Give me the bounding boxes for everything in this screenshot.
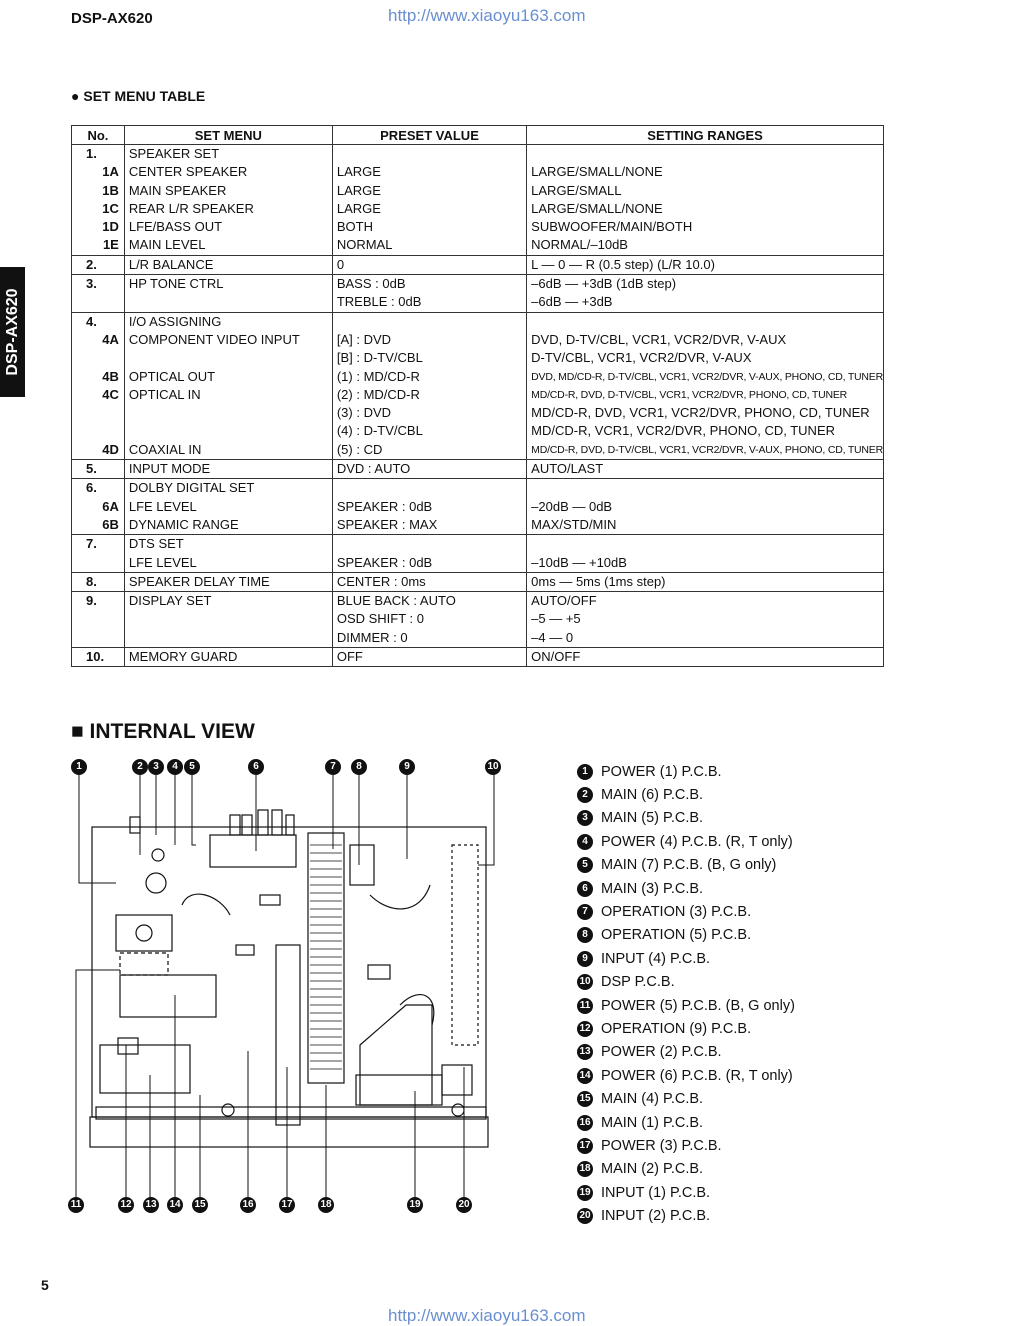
cell-line-no: 3.: [86, 276, 97, 292]
cell-line-range: SUBWOOFER/MAIN/BOTH: [531, 219, 693, 235]
legend-label: MAIN (5) P.C.B.: [601, 810, 704, 827]
legend-item: [577, 1204, 795, 1227]
cell-preset: [332, 145, 526, 256]
cell-line-preset: NORMAL: [336, 237, 393, 253]
cell-line-menu: REAR L/R SPEAKER: [128, 200, 254, 216]
cell-range: [527, 460, 884, 479]
cell-line-range: –10dB — +10dB: [531, 554, 627, 570]
legend-item: [577, 1064, 795, 1087]
legend-item: [577, 1087, 795, 1110]
cell-menu: [124, 460, 332, 479]
cell-line-menu: COAXIAL IN: [128, 441, 202, 457]
column-header-preset-value: PRESET VALUE: [332, 126, 526, 145]
cell-line-menu: HP TONE CTRL: [128, 276, 224, 292]
cell-no: [72, 312, 125, 459]
table-row: [72, 479, 884, 535]
bullet-icon: ●: [71, 88, 84, 104]
cell-range: [527, 479, 884, 535]
legend-item: [577, 783, 795, 806]
cell-line-range: LARGE/SMALL: [531, 182, 622, 198]
cell-preset: [332, 572, 526, 591]
number-badge: 19: [577, 1185, 593, 1201]
cell-range: [527, 592, 884, 648]
cell-line-range: [531, 145, 883, 163]
legend-item: [577, 1017, 795, 1040]
cell-line-no: 1B: [102, 182, 119, 198]
number-badge: 11: [577, 998, 593, 1014]
table-row: [72, 535, 884, 573]
callout-badge: 3: [148, 759, 164, 775]
legend-item: [577, 807, 795, 830]
table-row: [72, 312, 884, 459]
cell-line-preset: [337, 313, 526, 331]
cell-line-no: 4C: [102, 386, 119, 402]
cell-menu: [124, 255, 332, 274]
cell-line-menu: LFE/BASS OUT: [128, 219, 223, 235]
cell-line-no: 1D: [102, 219, 119, 235]
cell-line-no: 6A: [102, 498, 119, 514]
number-badge: 3: [577, 810, 593, 826]
cell-menu: [124, 535, 332, 573]
cell-line-menu: [129, 629, 332, 647]
number-badge: 14: [577, 1068, 593, 1084]
legend-label: INPUT (2) P.C.B.: [601, 1208, 711, 1225]
legend-item: [577, 1134, 795, 1157]
number-badge: 20: [577, 1208, 593, 1224]
callout-badge: 1: [71, 759, 87, 775]
cell-line-menu: SPEAKER SET: [128, 146, 220, 161]
callout-badge: 8: [351, 759, 367, 775]
legend-label: POWER (6) P.C.B. (R, T only): [601, 1067, 793, 1084]
number-badge: 16: [577, 1115, 593, 1131]
cell-no: [72, 592, 125, 648]
table-row: [72, 572, 884, 591]
cell-line-range: –4 — 0: [531, 629, 574, 645]
cell-line-preset: OFF: [336, 649, 363, 665]
cell-line-menu: [129, 422, 332, 440]
legend-label: INPUT (1) P.C.B.: [601, 1184, 711, 1201]
table-row: [72, 592, 884, 648]
column-header-no: No.: [72, 126, 125, 145]
callout-badge: 5: [184, 759, 200, 775]
cell-line-menu: [129, 610, 332, 628]
cell-line-preset: [337, 145, 526, 163]
legend-label: OPERATION (3) P.C.B.: [601, 904, 752, 921]
cell-no: [72, 255, 125, 274]
cell-line-no: [72, 629, 119, 647]
cell-line-range: –20dB — 0dB: [531, 498, 613, 514]
cell-line-preset: CENTER : 0ms: [336, 573, 426, 589]
cell-line-no: [72, 554, 119, 572]
cell-line-menu: DTS SET: [128, 536, 184, 552]
cell-line-no: [72, 349, 119, 367]
cell-line-preset: [337, 479, 526, 497]
callout-badge: 13: [143, 1197, 159, 1213]
callout-badge: 7: [325, 759, 341, 775]
cell-line-menu: [129, 349, 332, 367]
cell-line-menu: L/R BALANCE: [128, 256, 214, 272]
internal-view-diagram: [60, 755, 520, 1225]
cell-range: [527, 535, 884, 573]
cell-line-no: 1.: [86, 146, 97, 161]
cell-line-range: LARGE/SMALL/NONE: [531, 200, 663, 216]
callout-badge: 19: [407, 1197, 423, 1213]
legend-item: [577, 924, 795, 947]
cell-line-range: MD/CD-R, VCR1, VCR2/DVR, PHONO, CD, TUNER: [531, 423, 835, 439]
cell-line-menu: MAIN SPEAKER: [128, 182, 227, 198]
cell-preset: [332, 479, 526, 535]
operation-board-5: [350, 845, 374, 885]
legend-item: [577, 1111, 795, 1134]
cell-line-preset: (4) : D-TV/CBL: [336, 423, 423, 439]
legend-item: [577, 854, 795, 877]
main-board-vertical: [276, 945, 300, 1125]
cell-line-preset: (2) : MD/CD-R: [336, 386, 420, 402]
cell-line-range: D-TV/CBL, VCR1, VCR2/DVR, V-AUX: [531, 350, 752, 366]
cell-line-preset: TREBLE : 0dB: [336, 294, 422, 310]
cell-line-preset: (5) : CD: [336, 441, 383, 457]
cell-line-menu: [129, 293, 332, 311]
rear-jack-board: [210, 835, 296, 867]
cell-line-menu: [129, 404, 332, 422]
cell-line-preset: [B] : D-TV/CBL: [336, 350, 423, 366]
number-badge: 1: [577, 764, 593, 780]
power-board-lower: [100, 1045, 190, 1093]
dsp-board: [452, 845, 478, 1045]
footer-url[interactable]: http://www.xiaoyu163.com: [388, 1306, 586, 1325]
callout-badge: 16: [240, 1197, 256, 1213]
cell-line-menu: CENTER SPEAKER: [128, 164, 248, 180]
legend-label: INPUT (4) P.C.B.: [601, 950, 711, 967]
internal-view-title: INTERNAL VIEW: [89, 720, 255, 743]
legend-item: [577, 760, 795, 783]
number-badge: 7: [577, 904, 593, 920]
callout-badge: 17: [279, 1197, 295, 1213]
legend-label: OPERATION (5) P.C.B.: [601, 927, 752, 944]
cell-preset: [332, 312, 526, 459]
callout-badge: 12: [118, 1197, 134, 1213]
legend-label: POWER (4) P.C.B. (R, T only): [601, 833, 793, 850]
parts-legend: [577, 760, 795, 1228]
cell-line-range: [531, 479, 883, 497]
cell-no: [72, 460, 125, 479]
cell-menu: [124, 572, 332, 591]
cell-no: [72, 275, 125, 313]
cell-line-preset: [A] : DVD: [336, 331, 392, 347]
cell-line-menu: INPUT MODE: [128, 461, 211, 477]
cell-range: [527, 275, 884, 313]
cell-line-no: 4A: [102, 331, 119, 347]
number-badge: 8: [577, 927, 593, 943]
cell-line-no: 4B: [102, 368, 119, 384]
cell-menu: [124, 312, 332, 459]
table-row: [72, 648, 884, 667]
legend-label: MAIN (4) P.C.B.: [601, 1091, 704, 1108]
legend-item: [577, 1181, 795, 1204]
cell-line-range: –6dB — +3dB: [531, 294, 613, 310]
legend-label: POWER (1) P.C.B.: [601, 763, 722, 780]
cell-line-menu: LFE LEVEL: [128, 498, 197, 514]
cell-no: [72, 535, 125, 573]
set-menu-title: SET MENU TABLE: [83, 88, 206, 104]
cell-menu: [124, 275, 332, 313]
side-tab-label: DSP-AX620: [3, 288, 21, 376]
cell-line-range: MD/CD-R, DVD, VCR1, VCR2/DVR, PHONO, CD, TUNER: [531, 405, 870, 421]
legend-label: OPERATION (9) P.C.B.: [601, 1020, 752, 1037]
column-header-setting-ranges: SETTING RANGES: [527, 126, 884, 145]
number-badge: 6: [577, 881, 593, 897]
legend-label: MAIN (2) P.C.B.: [601, 1161, 704, 1178]
legend-item: [577, 971, 795, 994]
callout-badge: 14: [167, 1197, 183, 1213]
cell-no: [72, 648, 125, 667]
callout-badge: 15: [192, 1197, 208, 1213]
cell-line-menu: MAIN LEVEL: [128, 237, 206, 253]
document-model: DSP-AX620: [71, 10, 153, 27]
legend-item: [577, 830, 795, 853]
cell-line-range: MD/CD-R, DVD, D-TV/CBL, VCR1, VCR2/DVR, V-AUX, PHONO, CD, TUNER: [531, 443, 883, 456]
cell-line-range: MD/CD-R, DVD, D-TV/CBL, VCR1, VCR2/DVR, PHONO, CD, TUNER: [531, 388, 848, 401]
cell-line-no: [72, 610, 119, 628]
cell-line-menu: MEMORY GUARD: [128, 649, 238, 665]
callout-badge: 10: [485, 759, 501, 775]
cell-line-preset: OSD SHIFT : 0: [336, 611, 425, 627]
cell-line-menu: COMPONENT VIDEO INPUT: [128, 331, 300, 347]
number-badge: 18: [577, 1161, 593, 1177]
cell-menu: [124, 479, 332, 535]
cell-range: [527, 648, 884, 667]
header-url[interactable]: http://www.xiaoyu163.com: [388, 6, 586, 25]
cell-line-range: LARGE/SMALL/NONE: [531, 164, 663, 180]
set-menu-heading: [71, 88, 205, 104]
cell-line-range: [531, 313, 883, 331]
cell-line-range: ON/OFF: [531, 649, 581, 665]
legend-label: DSP P.C.B.: [601, 974, 675, 991]
cell-line-no: 8.: [86, 573, 97, 589]
cell-line-preset: LARGE: [336, 182, 381, 198]
cell-line-no: 6.: [86, 480, 97, 496]
legend-item: [577, 877, 795, 900]
square-bullet-icon: ■: [71, 720, 90, 743]
cell-no: [72, 572, 125, 591]
cell-line-no: [72, 404, 119, 422]
cell-line-range: AUTO/LAST: [531, 461, 604, 477]
cell-line-preset: SPEAKER : 0dB: [336, 498, 433, 514]
optional-board-region: [120, 953, 168, 975]
cell-line-preset: 0: [336, 256, 345, 272]
legend-item: [577, 947, 795, 970]
cell-line-range: 0ms — 5ms (1ms step): [531, 573, 666, 589]
cell-line-range: [531, 535, 883, 553]
number-badge: 4: [577, 834, 593, 850]
cell-line-preset: LARGE: [336, 164, 381, 180]
legend-label: MAIN (6) P.C.B.: [601, 787, 704, 804]
cell-line-preset: (1) : MD/CD-R: [336, 368, 420, 384]
column-header-set-menu: SET MENU: [124, 126, 332, 145]
cell-line-range: –6dB — +3dB (1dB step): [531, 276, 677, 292]
cell-preset: [332, 255, 526, 274]
number-badge: 17: [577, 1138, 593, 1154]
legend-label: POWER (5) P.C.B. (B, G only): [601, 997, 795, 1014]
cell-line-no: 1C: [102, 200, 119, 216]
heatsink: [308, 833, 344, 1083]
callout-badge: 9: [399, 759, 415, 775]
legend-label: POWER (2) P.C.B.: [601, 1044, 722, 1061]
cell-menu: [124, 592, 332, 648]
cell-line-preset: DVD : AUTO: [336, 461, 411, 477]
input-board-1: [356, 1075, 442, 1105]
legend-item: [577, 1041, 795, 1064]
legend-item: [577, 994, 795, 1017]
cell-line-menu: SPEAKER DELAY TIME: [128, 573, 270, 589]
cell-range: [527, 255, 884, 274]
cell-line-preset: SPEAKER : MAX: [336, 516, 438, 532]
cell-line-preset: [337, 535, 526, 553]
cell-preset: [332, 535, 526, 573]
cell-menu: [124, 648, 332, 667]
legend-label: MAIN (7) P.C.B. (B, G only): [601, 857, 777, 874]
cell-preset: [332, 460, 526, 479]
legend-label: MAIN (1) P.C.B.: [601, 1114, 704, 1131]
cell-line-no: 1E: [102, 237, 119, 253]
cell-line-no: 6B: [102, 516, 119, 532]
callout-badge: 2: [132, 759, 148, 775]
cell-preset: [332, 648, 526, 667]
table-row: [72, 255, 884, 274]
cell-line-preset: LARGE: [336, 200, 381, 216]
number-badge: 15: [577, 1091, 593, 1107]
cell-line-menu: DYNAMIC RANGE: [128, 516, 239, 532]
cell-line-preset: (3) : DVD: [336, 405, 392, 421]
legend-item: [577, 1158, 795, 1181]
cell-line-preset: SPEAKER : 0dB: [336, 554, 433, 570]
cell-preset: [332, 275, 526, 313]
cell-no: [72, 145, 125, 256]
cell-line-range: –5 — +5: [531, 611, 581, 627]
set-menu-table: [71, 125, 884, 667]
cell-line-preset: BOTH: [336, 219, 373, 235]
cell-range: [527, 312, 884, 459]
table-row: [72, 275, 884, 313]
cell-line-preset: BLUE BACK : AUTO: [336, 593, 456, 609]
callout-badge: 18: [318, 1197, 334, 1213]
cell-line-no: 5.: [86, 461, 97, 477]
side-tab: [0, 267, 25, 397]
legend-item: [577, 900, 795, 923]
cell-line-no: 1A: [102, 164, 119, 180]
cell-line-range: MAX/STD/MIN: [531, 516, 617, 532]
cell-line-menu: LFE LEVEL: [128, 554, 197, 570]
cell-menu: [124, 145, 332, 256]
legend-label: MAIN (3) P.C.B.: [601, 880, 704, 897]
input-board-angled: [360, 1005, 432, 1105]
transformer-board: [116, 915, 172, 951]
callout-badge: 4: [167, 759, 183, 775]
cell-line-range: AUTO/OFF: [531, 593, 597, 609]
legend-label: POWER (3) P.C.B.: [601, 1137, 722, 1154]
page-number: 5: [41, 1277, 49, 1293]
cell-line-preset: BASS : 0dB: [336, 276, 406, 292]
cell-line-menu: DISPLAY SET: [128, 593, 212, 609]
cell-line-no: [72, 293, 119, 311]
callout-badge: 20: [456, 1197, 472, 1213]
cell-line-no: 2.: [86, 256, 97, 272]
cell-line-no: [72, 422, 119, 440]
cell-line-no: 10.: [86, 649, 105, 665]
number-badge: 5: [577, 857, 593, 873]
cell-preset: [332, 592, 526, 648]
cell-line-menu: I/O ASSIGNING: [128, 313, 222, 329]
number-badge: 10: [577, 974, 593, 990]
number-badge: 13: [577, 1044, 593, 1060]
number-badge: 12: [577, 1021, 593, 1037]
cell-line-range: NORMAL/–10dB: [531, 237, 628, 253]
cell-line-no: 7.: [86, 536, 97, 552]
cell-range: [527, 145, 884, 256]
cell-line-menu: OPTICAL IN: [128, 386, 201, 402]
cell-no: [72, 479, 125, 535]
cell-line-range: DVD, MD/CD-R, D-TV/CBL, VCR1, VCR2/DVR, V-AUX, PHONO, CD, TUNER: [531, 370, 883, 383]
callout-badge: 6: [248, 759, 264, 775]
cell-line-no: 9.: [86, 593, 97, 609]
callout-badge: 11: [68, 1197, 84, 1213]
cell-line-menu: OPTICAL OUT: [128, 368, 216, 384]
main-power-board: [120, 975, 216, 1017]
table-row: [72, 145, 884, 256]
number-badge: 2: [577, 787, 593, 803]
internal-view-heading: [71, 720, 255, 744]
cell-line-no: 4.: [86, 313, 97, 329]
cell-line-menu: DOLBY DIGITAL SET: [128, 480, 255, 496]
cell-range: [527, 572, 884, 591]
number-badge: 9: [577, 951, 593, 967]
cell-line-range: L — 0 — R (0.5 step) (L/R 10.0): [531, 256, 715, 272]
table-row: [72, 460, 884, 479]
chassis-outline: [92, 827, 486, 1117]
cell-line-preset: DIMMER : 0: [336, 629, 408, 645]
cell-line-no: 4D: [102, 441, 119, 457]
cell-line-range: DVD, D-TV/CBL, VCR1, VCR2/DVR, V-AUX: [531, 331, 787, 347]
